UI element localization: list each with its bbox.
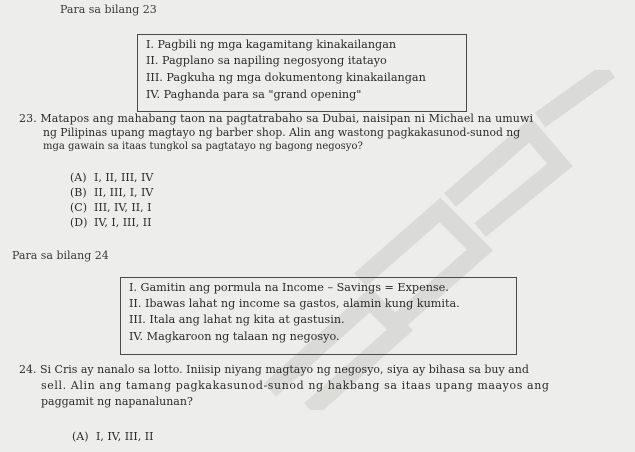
section-23-header: Para sa bilang 23 [60,3,157,16]
option-text: II, III, I, IV [94,186,154,199]
box24-item-3: III. Itala ang lahat ng kita at gastusin. [129,313,345,326]
q23-line-2: ng Pilipinas upang magtayo ng barber shop. Alin ang wastong pagkakasunod-sunod ng [43,126,521,139]
box23-item-2: II. Pagplano sa napiling negosyong itatayo [146,54,387,67]
box23-item-4: IV. Paghanda para sa "grand opening" [146,88,362,101]
q23-option-a[interactable] [70,171,153,184]
option-text: IV, I, III, II [94,216,152,229]
q23-line-3: mga gawain sa itaas tungkol sa pagtatayo ng bagong negosyo? [43,141,363,152]
option-letter: (B) [70,186,87,199]
q23-option-d[interactable] [70,216,151,229]
option-text: I, IV, III, II [96,430,154,443]
box24-item-2: II. Ibawas lahat ng income sa gastos, alamin kung kumita. [129,297,460,310]
option-text: I, II, III, IV [94,171,154,184]
box24-item-1: I. Gamitin ang pormula na Income – Savings = Expense. [129,281,449,294]
steps-box-23 [137,34,467,112]
option-letter: (D) [70,216,88,229]
steps-box-24 [120,277,517,355]
q24-option-a[interactable] [72,430,153,443]
box23-item-3: III. Pagkuha ng mga dokumentong kinakailangan [146,71,426,84]
option-letter: (C) [70,201,87,214]
q23-line-1: 23. Matapos ang mahabang taon na pagtatrabaho sa Dubai, naisipan ni Michael na umuwi [19,112,534,125]
q23-option-b[interactable] [70,186,153,199]
q24-line-2: sell. Alin ang tamang pagkakasunod-sunod ng hakbang sa itaas upang maayos ang [41,379,550,392]
q23-option-c[interactable] [70,201,151,214]
option-text: III, IV, II, I [94,201,152,214]
option-letter: (A) [70,171,87,184]
box23-item-1: I. Pagbili ng mga kagamitang kinakailangan [146,38,397,51]
section-24-header: Para sa bilang 24 [12,249,109,262]
option-letter: (A) [72,430,89,443]
box24-item-4: IV. Magkaroon ng talaan ng negosyo. [129,330,340,343]
q24-line-3: paggamit ng napanalunan? [41,395,193,408]
q24-line-1: 24. Si Cris ay nanalo sa lotto. Iniisip niyang magtayo ng negosyo, siya ay bihasa sa buy and [19,363,529,376]
